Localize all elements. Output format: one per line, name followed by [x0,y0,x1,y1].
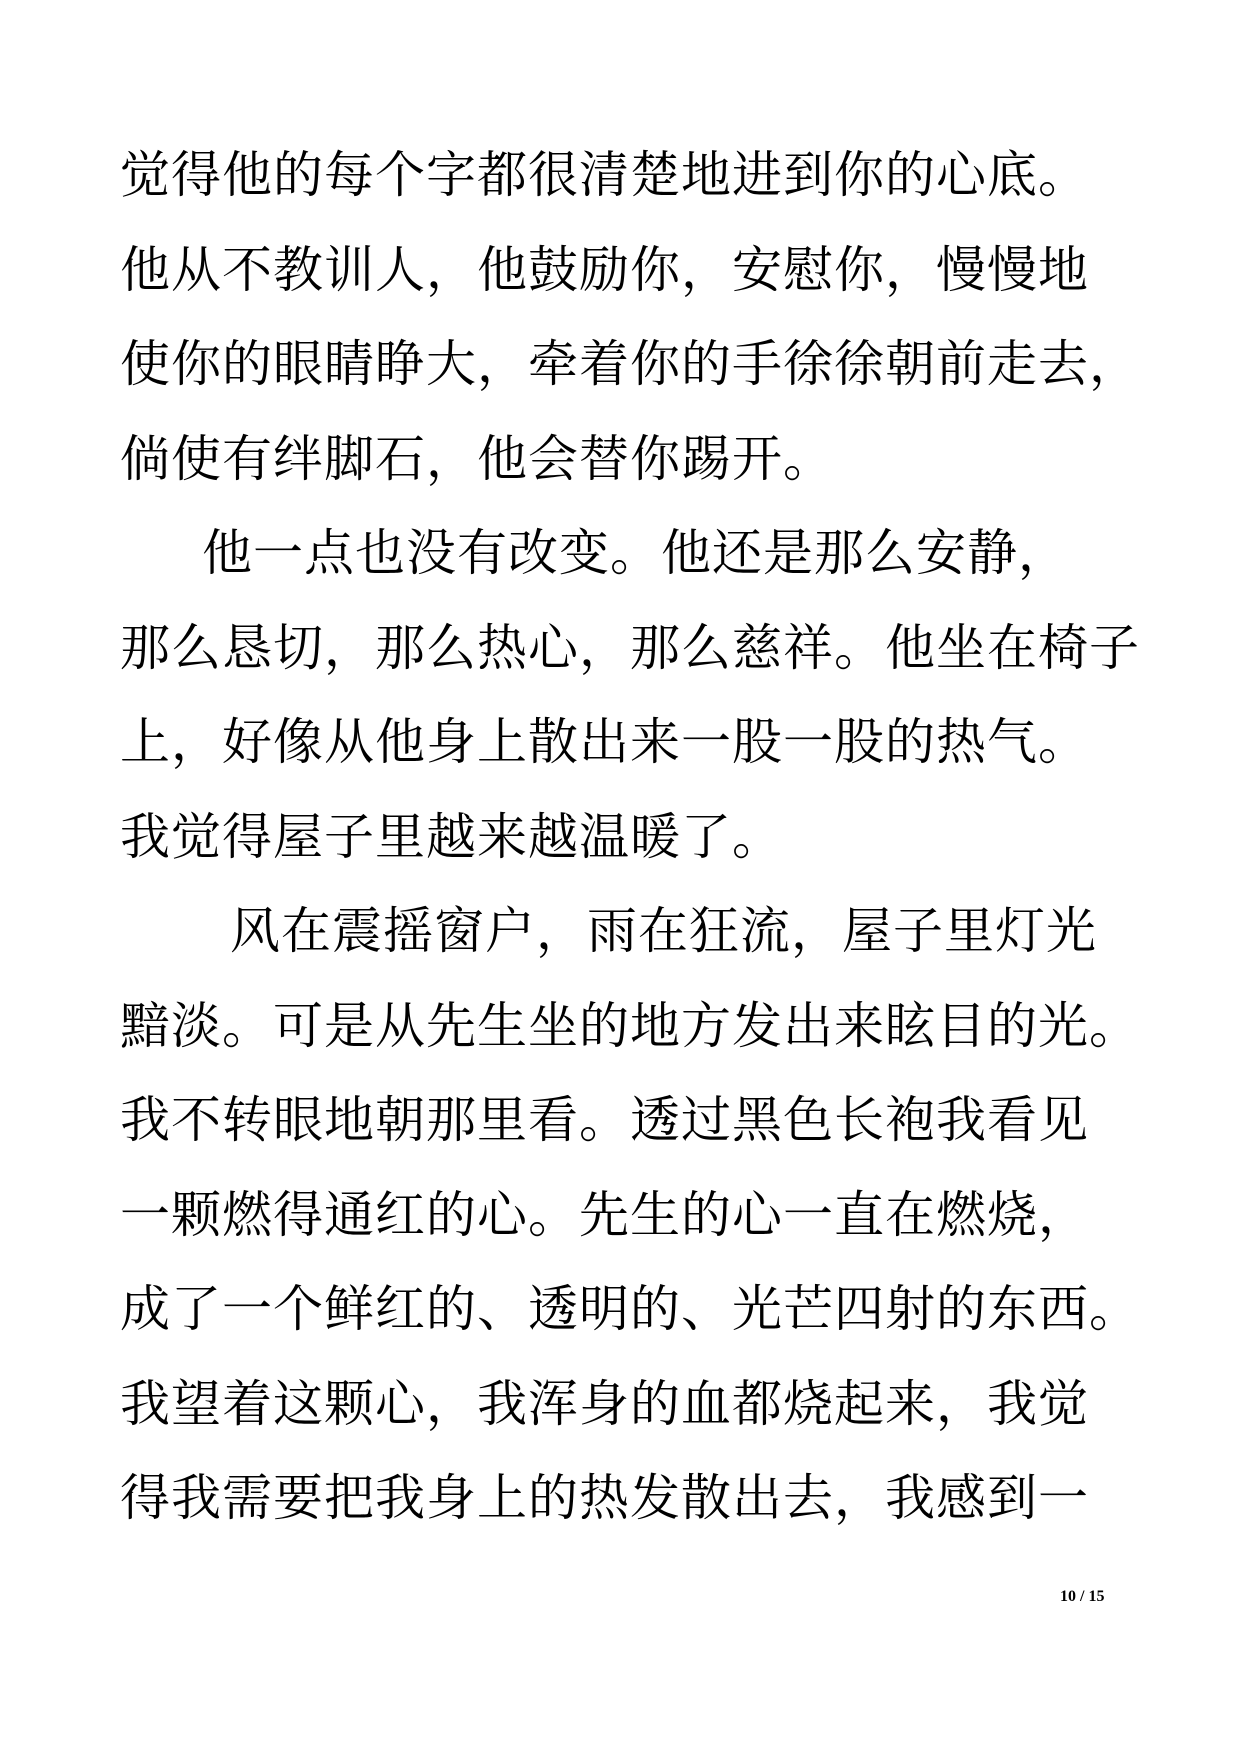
text-line: 倘使有绊脚石，他会替你踢开。 [120,429,834,488]
paragraph-start-line: 风在震摇窗户，雨在狂流，屋子里灯光 [230,902,1097,960]
text-line: 觉得他的每个字都很清楚地进到你的心底。 [120,146,1089,204]
text-line: 我望着这颗心，我浑身的血都烧起来，我觉 [120,1374,1089,1433]
text-line: 黯淡。可是从先生坐的地方发出来眩目的光。 [120,996,1140,1055]
text-line: 我不转眼地朝那里看。透过黑色长袍我看见 [120,1091,1089,1149]
text-line: 上，好像从他身上散出来一股一股的热气。 [120,713,1089,771]
text-line: 一颗燃得通红的心。先生的心一直在燃烧， [120,1185,1089,1244]
text-line: 我觉得屋子里越来越温暖了。 [120,807,783,866]
body-text [120,128,1140,1546]
text-line: 使你的眼睛睁大，牵着你的手徐徐朝前走去， [120,335,1140,393]
text-line: 得我需要把我身上的热发散出去，我感到一 [120,1469,1089,1527]
text-line: 成了一个鲜红的、透明的、光芒四射的东西。 [120,1280,1140,1338]
paragraph-start-line: 他一点也没有改变。他还是那么安静， [202,524,1069,582]
text-line: 他从不教训人，他鼓励你，安慰你，慢慢地 [120,240,1089,299]
text-line: 那么恳切，那么热心，那么慈祥。他坐在椅子 [120,618,1140,677]
page-number: 10 / 15 [1060,1588,1105,1605]
